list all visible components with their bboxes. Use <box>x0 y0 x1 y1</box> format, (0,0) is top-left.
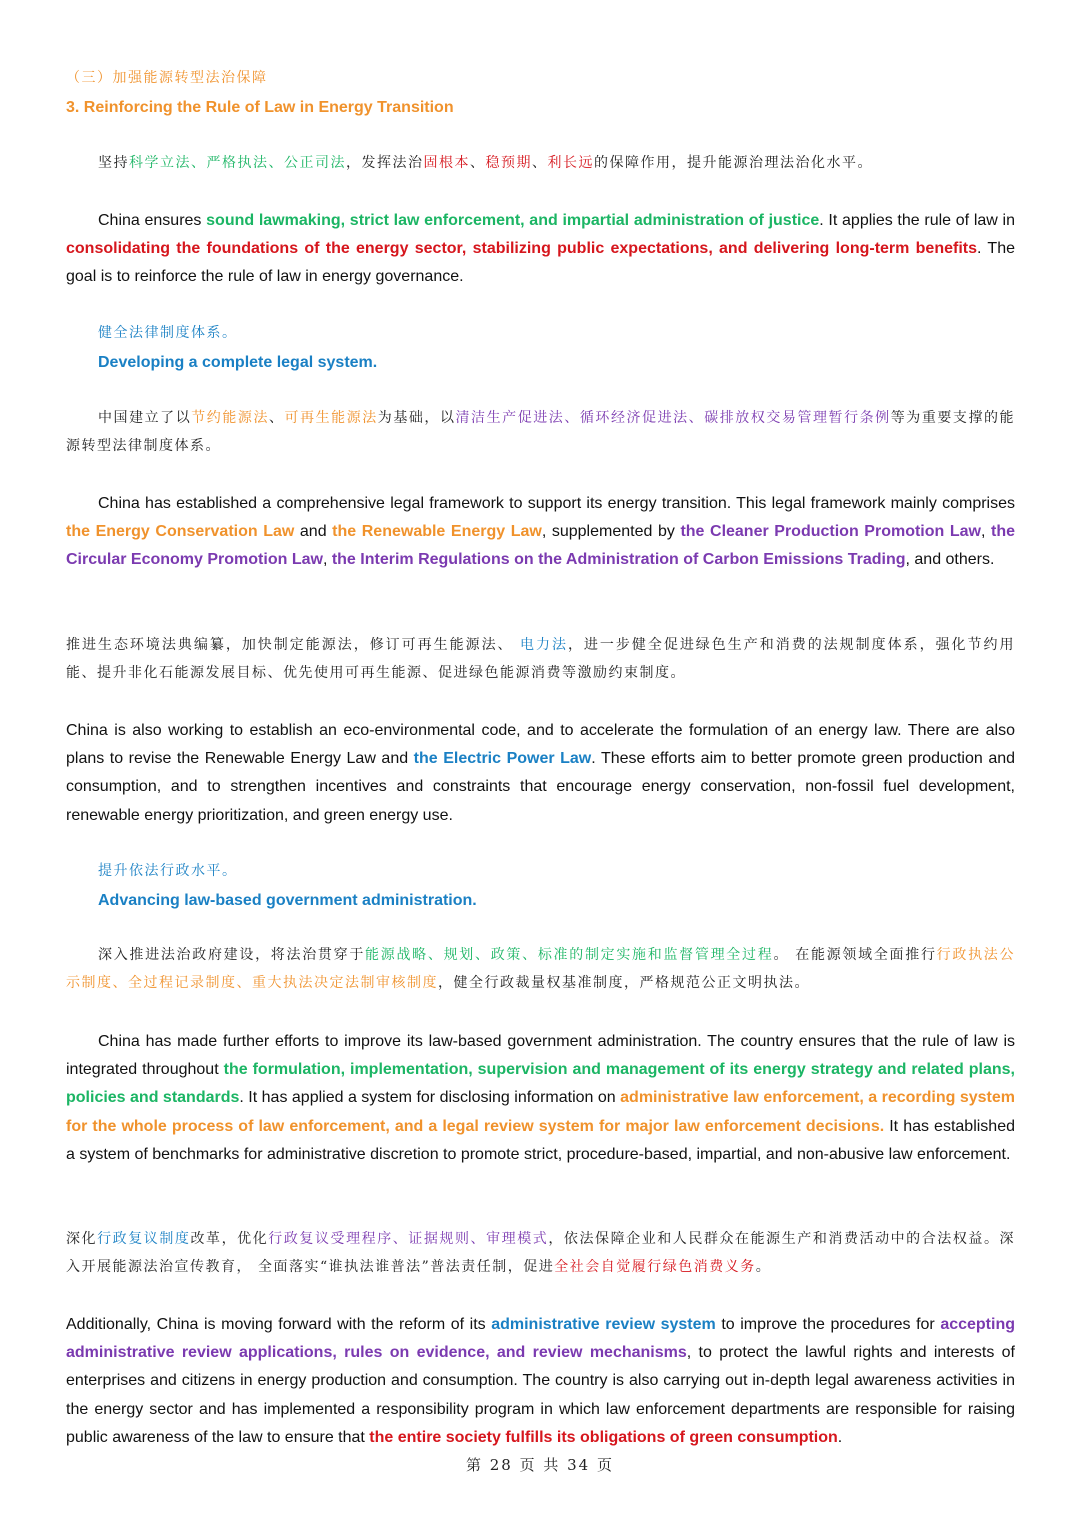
text: and <box>294 523 333 541</box>
text: . <box>837 1428 843 1446</box>
paragraph-3-zh <box>66 631 1015 687</box>
text: , supplemented by <box>541 523 681 541</box>
highlight: sound lawmaking, strict law enforcement, and impartial administration of justice <box>206 212 820 229</box>
highlight: 行政复议制度 <box>97 1231 191 1247</box>
subheading-1-zh: 健全法律制度体系。 <box>98 325 238 341</box>
highlight: the Energy Conservation Law <box>66 523 295 541</box>
subheading-2-en: Advancing law-based government administration. <box>98 892 477 909</box>
highlight: 能源战略、规划、政策、标准的制定实施和监督管理全过程 <box>365 947 774 963</box>
text: 深化 <box>66 1231 98 1247</box>
paragraph-4-en <box>66 1028 1015 1169</box>
highlight: 科学立法、严格执法、公正司法 <box>129 155 346 171</box>
text: . The goal is to reinforce the rule of law in energy governance. <box>66 240 1016 286</box>
text: 推进生态环境法典编纂，加快制定能源法，修订可再生能源法、 <box>66 637 520 653</box>
text: 为基础，以 <box>377 410 456 426</box>
page-footer: 第 28 页 共 34 页 <box>465 1456 614 1474</box>
text: China ensures <box>98 212 207 229</box>
section-title-en: 3. Reinforcing the Rule of Law in Energy Transition <box>66 99 454 116</box>
highlight: 可再生能源法 <box>284 410 378 426</box>
text: . These efforts aim to better promote green production and consumption, and to strengthen incentives and constraints that encourage energy conservation, non-fossil fuel development, renewable energy prioritization, and green energy use. <box>66 750 1016 824</box>
text: China has established a comprehensive legal framework to support its energy transition. This legal framework mainly comprises <box>98 495 1015 512</box>
text: , <box>980 523 992 541</box>
text: . It has applied a system for disclosing information on <box>239 1089 621 1107</box>
text: It has established a system of benchmarks for administrative discretion to promote strict, procedure-based, impartial, and non-abusive law enforcement. <box>66 1117 1016 1163</box>
subheading-2-zh: 提升依法行政水平。 <box>98 863 238 879</box>
subheading-1-en: Developing a complete legal system. <box>98 354 378 371</box>
highlight: the Cleaner Production Promotion Law <box>680 523 981 541</box>
text: ，依法保障企业和人民群众在能源生产和消费活动中的合法权益。深入开展能源法治宣传教育， 全面落实“谁执法谁普法”普法责任制，促进 <box>66 1231 1016 1275</box>
text: . It applies the rule of law in <box>819 212 1015 229</box>
text: 改革，优化 <box>190 1231 269 1247</box>
paragraph-5-zh <box>66 1225 1015 1281</box>
highlight: 稳预期 <box>485 155 532 171</box>
text: China has made further efforts to improve its law-based government administration. The country ensures that the rule of law is integrated throughout <box>66 1033 1015 1079</box>
text: China is also working to establish an eco-environmental code, and to accelerate the formulation of an energy law. There are also plans to revise the Renewable Energy Law and <box>66 722 1015 768</box>
paragraph-2-zh <box>66 404 1015 460</box>
highlight: 利长远 <box>547 155 594 171</box>
paragraph-2-en <box>66 490 1015 575</box>
highlight: 清洁生产促进法、循环经济促进法、碳排放权交易管理暂行条例 <box>455 410 891 426</box>
paragraph-1-zh <box>66 149 1015 177</box>
highlight: the entire society fulfills its obligations of green consumption <box>369 1428 838 1446</box>
highlight: the Electric Power Law <box>413 750 592 768</box>
text: ，进一步健全促进绿色生产和消费的法规制度体系，强化节约用能、提升非化石能源发展目标、优先使用可再生能源、促进绿色能源消费等激励约束制度。 <box>66 637 1015 681</box>
text: to improve the procedures for <box>715 1316 941 1333</box>
text: ，健全行政裁量权基准制度，严格规范公正文明执法。 <box>438 975 810 991</box>
text: ，发挥法治 <box>346 155 424 171</box>
text: 、 <box>532 155 548 171</box>
text: , and others. <box>905 551 995 569</box>
text: 。 在能源领域全面推行 <box>773 947 937 963</box>
text: 的保障作用，提升能源治理法治化水平。 <box>594 155 873 171</box>
highlight: 电力法 <box>519 637 568 653</box>
text: 中国建立了以 <box>98 410 192 426</box>
highlight: administrative review system <box>491 1316 716 1333</box>
text: , to protect the lawful rights and interests of enterprises and citizens in energy production and consumption. The country is also carrying out in-depth legal awareness activities in the energy sector and has implemented a responsibility program in which law enforcement departments are responsible for raising public awareness of the law to ensure that <box>66 1344 1015 1446</box>
text: 、 <box>268 410 285 426</box>
highlight: the formulation, implementation, supervision and management of its energy strategy and related plans, policies and standards <box>66 1061 1016 1107</box>
highlight: the Interim Regulations on the Administration of Carbon Emissions Trading <box>331 551 906 569</box>
text: 坚持 <box>98 155 129 171</box>
highlight: 行政复议受理程序、证据规则、审理模式 <box>268 1231 549 1247</box>
text: , <box>322 551 332 569</box>
text: 、 <box>470 155 486 171</box>
highlight: accepting administrative review applications, rules on evidence, and review mechanisms <box>66 1316 1015 1362</box>
highlight: 节约能源法 <box>191 410 269 426</box>
paragraph-3-en <box>66 717 1015 830</box>
highlight: 固根本 <box>423 155 470 171</box>
text: Additionally, China is moving forward with the reform of its <box>66 1316 492 1333</box>
highlight: the Renewable Energy Law <box>332 523 542 541</box>
paragraph-4-zh <box>66 941 1015 997</box>
text: 。 <box>755 1259 772 1275</box>
highlight: administrative law enforcement, a recording system for the whole process of law enforcement, and a legal review system for major law enforcement decisions. <box>66 1089 1015 1135</box>
highlight: 行政执法公示制度、全过程记录制度、重大执法决定法制审核制度 <box>66 947 1016 991</box>
text: 等为重要支撑的能源转型法律制度体系。 <box>66 410 1016 454</box>
paragraph-1-en <box>66 207 1015 292</box>
highlight: 全社会自觉履行绿色消费义务 <box>554 1259 756 1275</box>
highlight: the Circular Economy Promotion Law <box>66 523 1016 569</box>
paragraph-5-en <box>66 1311 1015 1452</box>
section-title-zh: （三）加强能源转型法治保障 <box>66 70 268 86</box>
text: 深入推进法治政府建设，将法治贯穿于 <box>98 947 366 963</box>
highlight: consolidating the foundations of the energy sector, stabilizing public expectations, and delivering long-term benefits <box>66 240 977 258</box>
